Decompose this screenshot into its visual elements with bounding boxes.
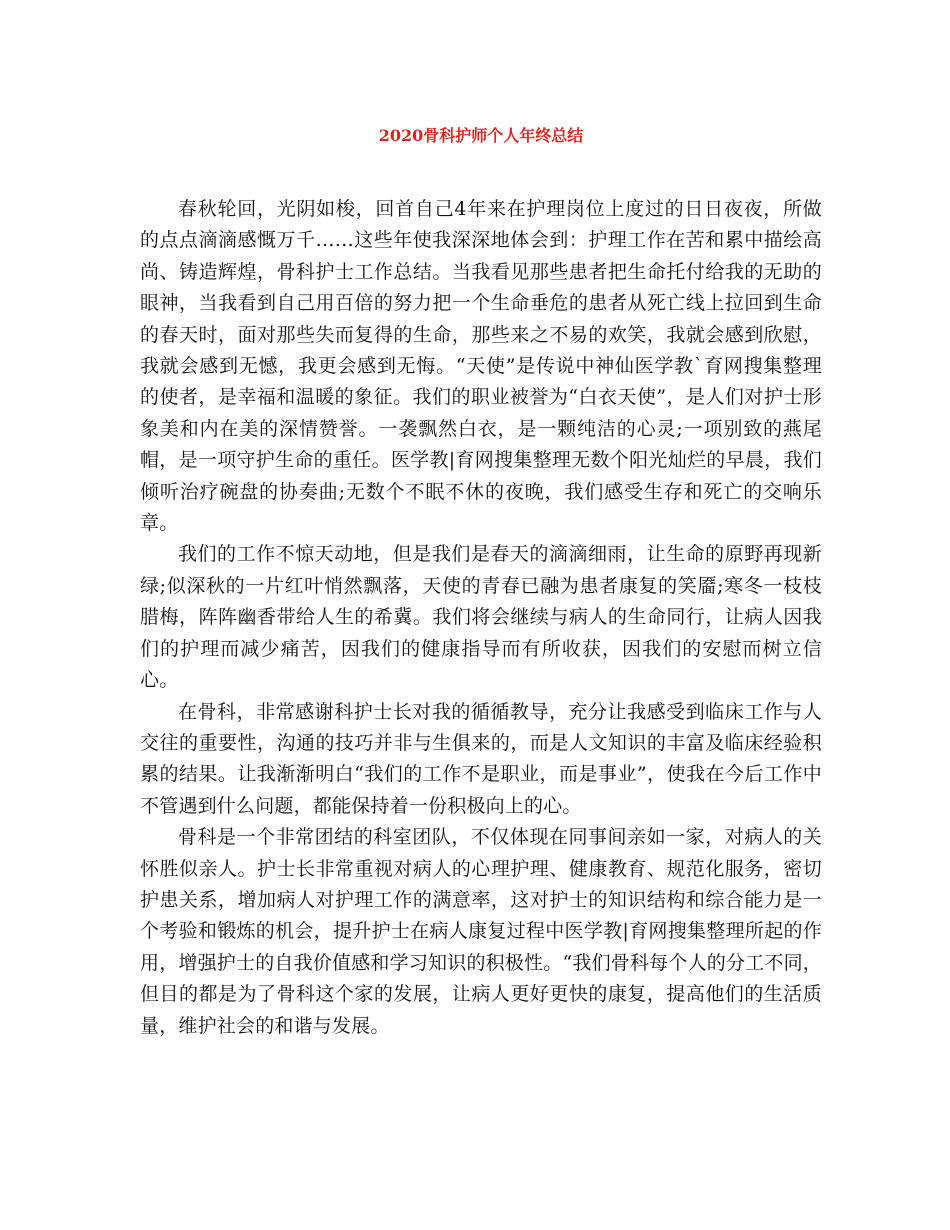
paragraph-2: 我们的工作不惊天动地，但是我们是春天的滴滴细雨，让生命的原野再现新绿;似深秋的一片红叶悄然飘落，天使的青春已融为患者康复的笑靥;寒冬一枝枝腊梅，阵阵幽香带给人生的希冀。我们将会继续与病人的生命同行，让病人因我们的护理而减少痛苦，因我们的健康指导而有所收获，因我们的安慰而树立信心。 bbox=[140, 543, 822, 692]
document-title: 2020骨科护师个人年终总结 bbox=[378, 126, 584, 145]
paragraph-4: 骨科是一个非常团结的科室团队，不仅体现在同事间亲如一家，对病人的关怀胜似亲人。护士长非常重视对病人的心理护理、健康教育、规范化服务，密切护患关系，增加病人对护理工作的满意率，这对护士的知识结构和综合能力是一个考验和锻炼的机会，提升护士在病人康复过程中医学教|育网搜集整理所起的作用，增强护士的自我价值感和学习知识的积极性。“我们骨科每个人的分工不同，但目的都是为了骨科这个家的发展，让病人更好更快的康复，提高他们的生活质量，维护社会的和谐与发展。 bbox=[140, 826, 822, 1037]
paragraph-3: 在骨科，非常感谢科护士长对我的循循教导，充分让我感受到临床工作与人交往的重要性，沟通的技巧并非与生俱来的，而是人文知识的丰富及临床经验积累的结果。让我渐渐明白“我们的工作不是职业，而是事业”，使我在今后工作中不管遇到什么问题，都能保持着一份积极向上的心。 bbox=[140, 700, 822, 817]
paragraph-1: 春秋轮回，光阴如梭，回首自己4年来在护理岗位上度过的日日夜夜，所做的点点滴滴感慨万千……这些年使我深深地体会到：护理工作在苦和累中描绘高尚、铸造辉煌，骨科护士工作总结。当我看见那些患者把生命托付给我的无助的眼神，当我看到自己用百倍的努力把一个生命垂危的患者从死亡线上拉回到生命的春天时，面对那些失而复得的生命，那些来之不易的欢笑，我就会感到欣慰，我就会感到无憾，我更会感到无悔。“天使”是传说中神仙医学教`育网搜集整理的使者，是幸福和温暖的象征。我们的职业被誉为“白衣天使”，是人们对护士形象美和内在美的深情赞誉。一袭飘然白衣，是一颗纯洁的心灵;一项别致的燕尾帽，是一项守护生命的重任。医学教|育网搜集整理无数个阳光灿烂的早晨，我们倾听治疗碗盘的协奏曲;无数个不眠不休的夜晚，我们感受生存和死亡的交响乐章。 bbox=[140, 198, 822, 535]
